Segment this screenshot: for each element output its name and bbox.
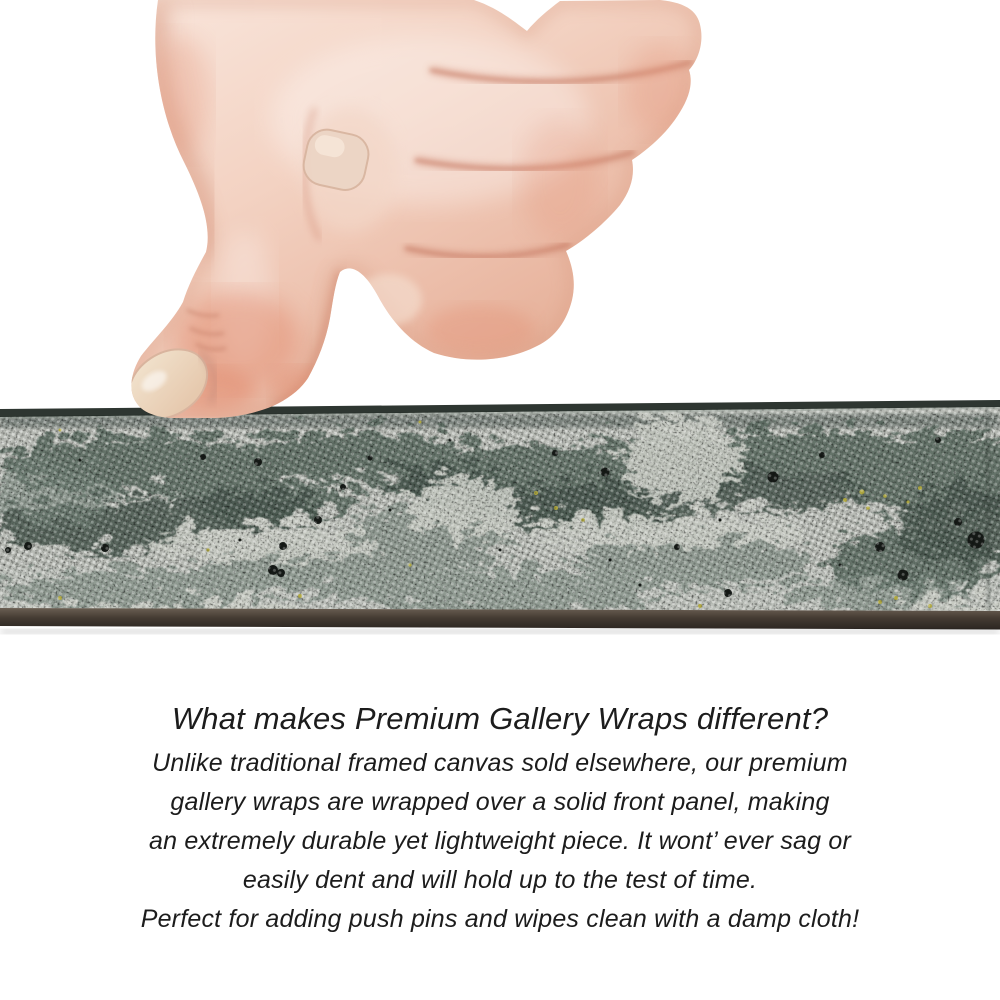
copy-heading: What makes Premium Gallery Wraps different? xyxy=(171,701,829,736)
copy-line-2: gallery wraps are wrapped over a solid front panel, making xyxy=(170,788,830,816)
canvas-bottom-edge xyxy=(0,608,1000,630)
hand-photo xyxy=(0,0,1000,440)
marketing-copy xyxy=(0,698,1000,939)
copy-line-1: Unlike traditional framed canvas sold elsewhere, our premium xyxy=(152,749,848,777)
copy-line-4: easily dent and will hold up to the test of time. xyxy=(242,866,758,894)
copy-line-3: an extremely durable yet lightweight piece. It wont’ ever sag or xyxy=(148,827,852,855)
copy-line-5: Perfect for adding push pins and wipes clean with a damp cloth! xyxy=(140,905,860,933)
canvas-drop-shadow xyxy=(0,629,1000,634)
